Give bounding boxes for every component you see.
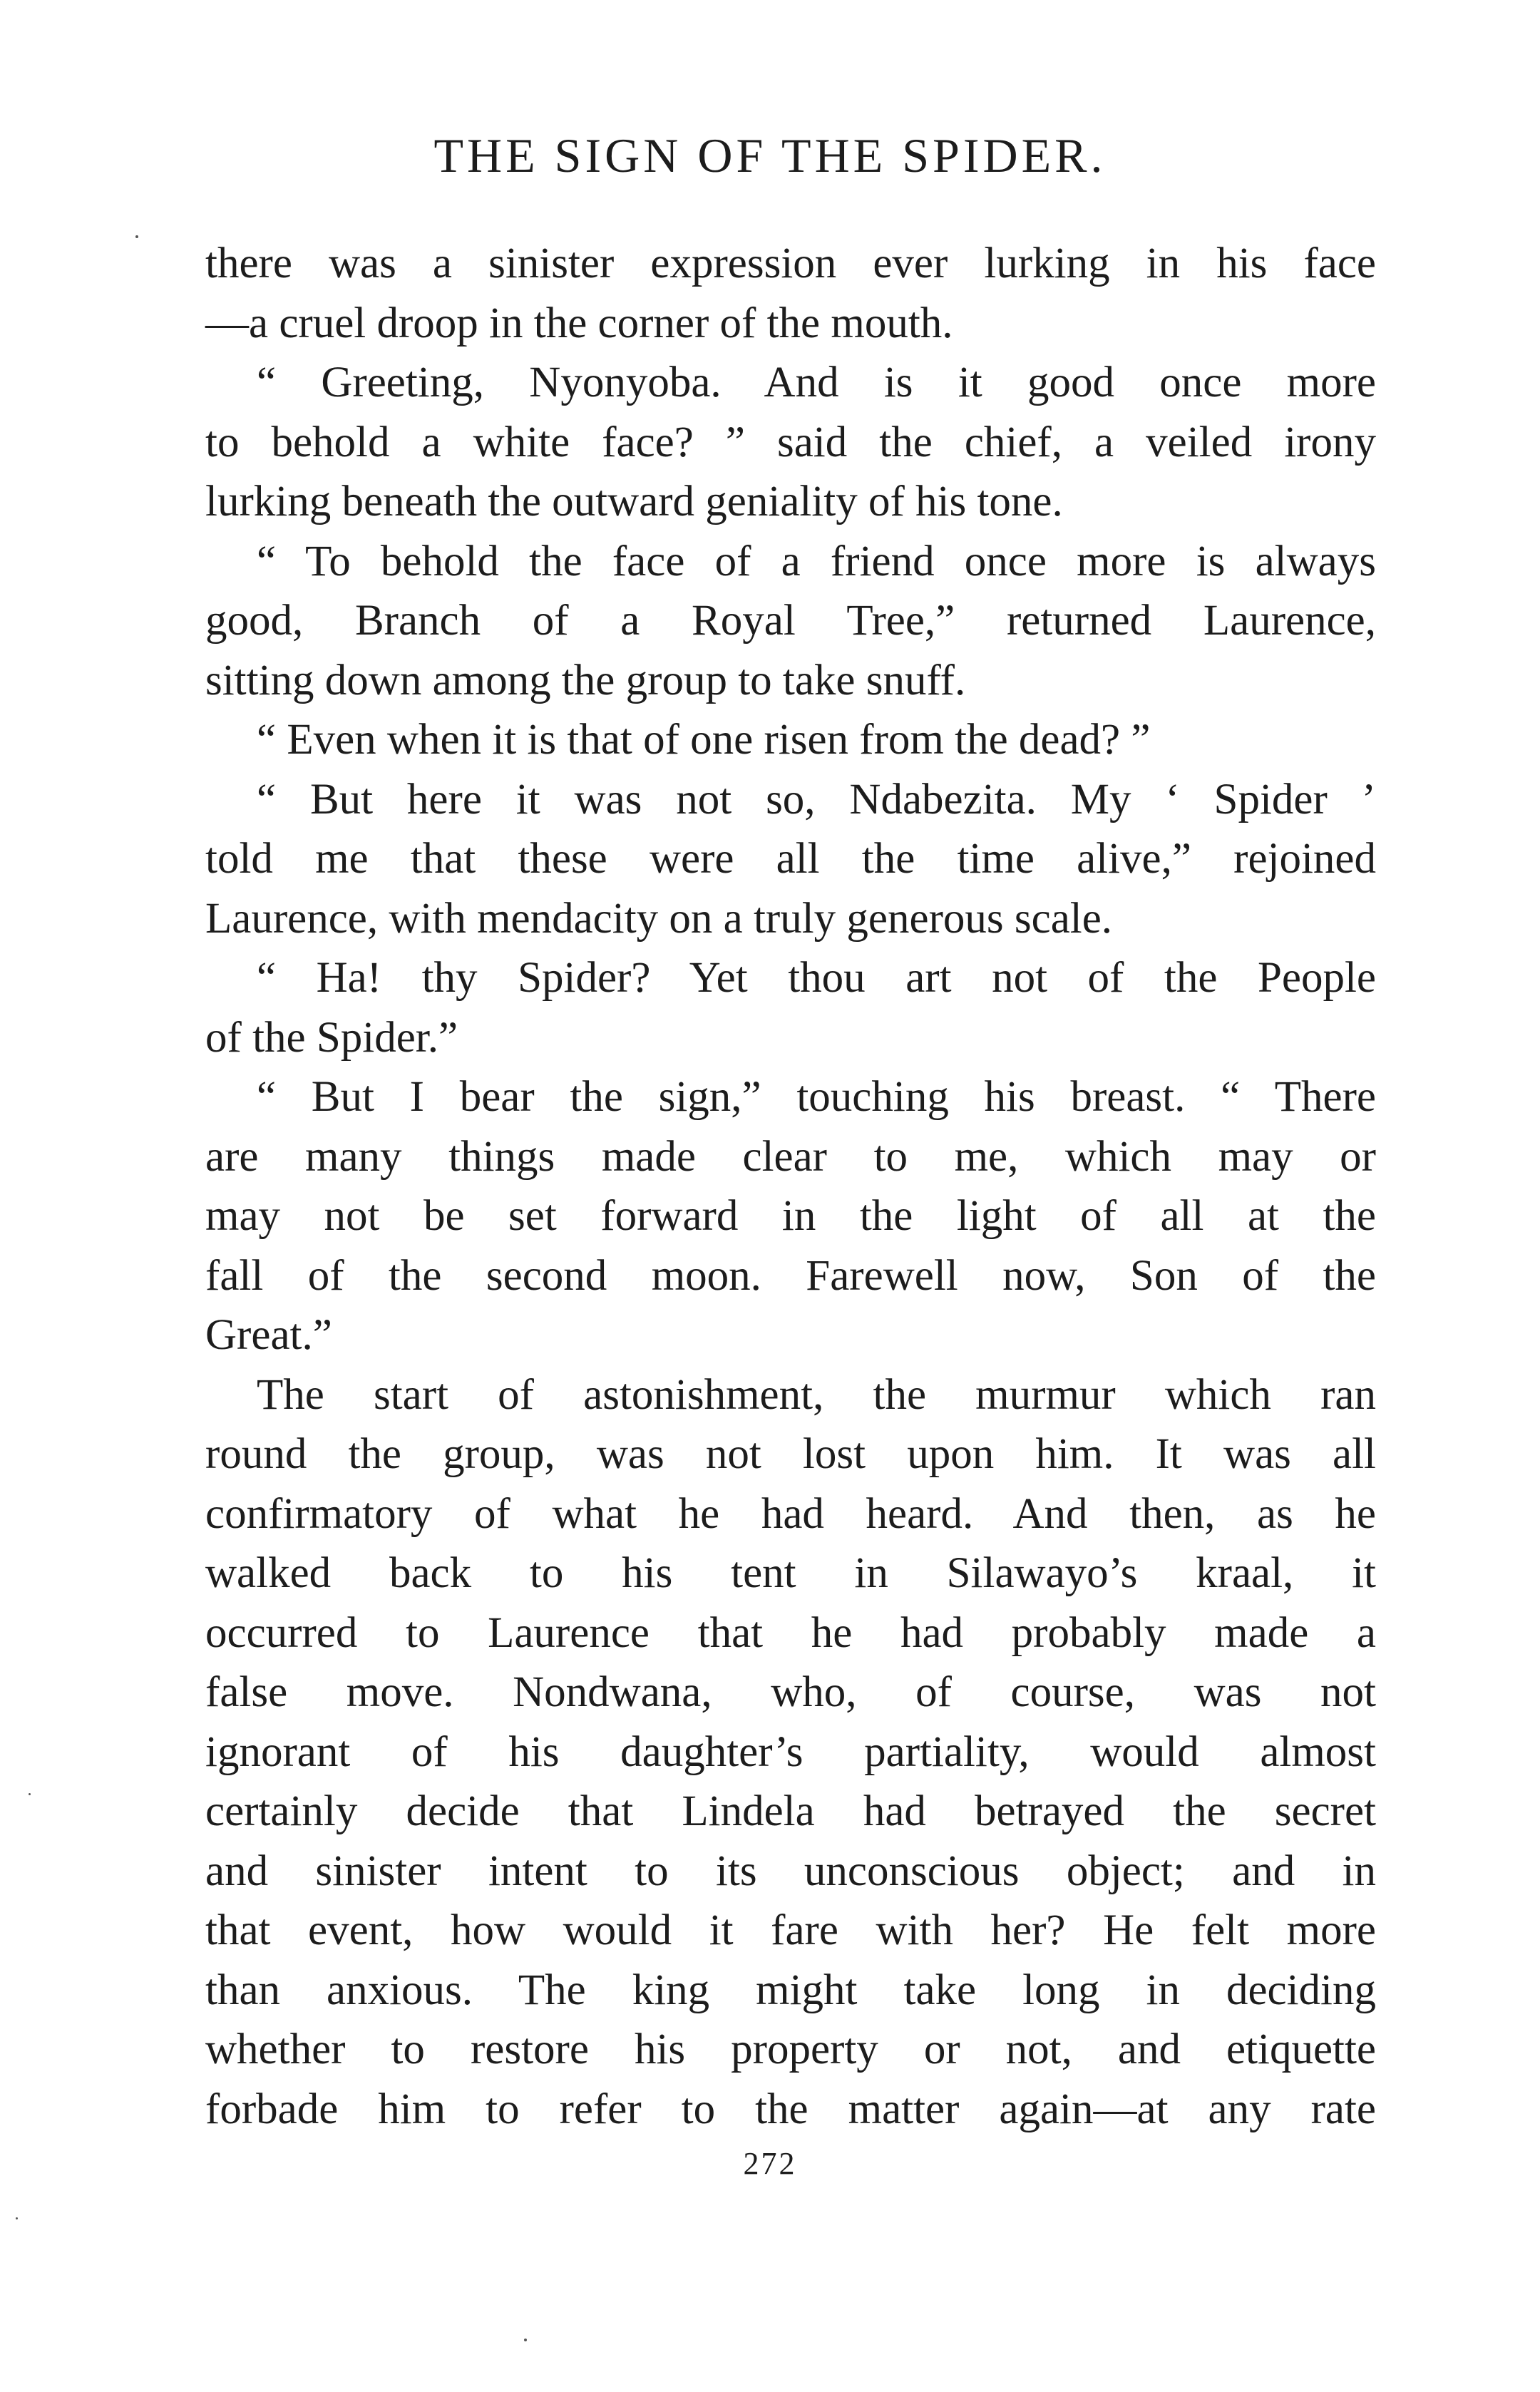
scan-speck [524,2339,527,2341]
text-line: walked back to his tent in Silawayo’s kraal, it [205,1549,1376,1597]
text-line: “ But I bear the sign,” touching his breast. “ There [257,1073,1376,1121]
text-line: Laurence, with mendacity on a truly generous scale. [205,894,1113,943]
text-line: than anxious. The king might take long in deciding [205,1966,1376,2014]
scan-speck [16,2217,18,2219]
body-text [205,234,1376,2139]
text-line: “ Ha! thy Spider? Yet thou art not of the People [257,954,1376,1002]
text-line: to behold a white face? ” said the chief, a veiled irony [205,418,1376,466]
page-number: 272 [743,2146,797,2181]
text-line: occurred to Laurence that he had probably made a [205,1608,1376,1657]
text-line: there was a sinister expression ever lurking in his face [205,240,1376,287]
text-line: Great.” [205,1311,332,1359]
text-line: good, Branch of a Royal Tree,” returned Laurence, [205,597,1376,645]
text-line: “ Greeting, Nyonyoba. And is it good once more [257,359,1376,406]
text-line: may not be set forward in the light of all at the [205,1192,1376,1240]
text-line: “ Even when it is that of one risen from the dead? ” [257,716,1151,764]
text-line: “ But here it was not so, Ndabezita. My ‘ Spider ’ [257,775,1376,823]
text-line: The start of astonishment, the murmur which ran [257,1370,1376,1419]
text-line: confirmatory of what he had heard. And then, as he [205,1489,1376,1538]
text-line: —a cruel droop in the corner of the mouth. [205,299,953,347]
text-line: certainly decide that Lindela had betrayed the secret [205,1787,1376,1835]
text-line: “ To behold the face of a friend once more is always [257,537,1376,585]
text-line: told me that these were all the time alive,” rejoined [205,835,1376,883]
text-line: ignorant of his daughter’s partiality, would almost [205,1728,1376,1776]
running-head: THE SIGN OF THE SPIDER. [433,128,1107,183]
scan-speck [135,235,138,238]
text-line: lurking beneath the outward geniality of his tone. [205,478,1063,525]
text-line: sitting down among the group to take snuff. [205,656,966,704]
text-line: of the Spider.” [205,1013,458,1062]
text-line: false move. Nondwana, who, of course, was not [205,1668,1376,1716]
text-line: are many things made clear to me, which may or [205,1132,1376,1181]
text-line: forbade him to refer to the matter again—at any rate [205,2085,1376,2133]
text-line: and sinister intent to its unconscious object; and in [205,1847,1376,1895]
text-line: that event, how would it fare with her? He felt more [205,1906,1376,1954]
scan-speck [29,1793,31,1795]
text-line: fall of the second moon. Farewell now, Son of the [205,1251,1376,1300]
text-line: round the group, was not lost upon him. It was all [205,1430,1376,1478]
text-line: whether to restore his property or not, and etiquette [205,2026,1376,2073]
